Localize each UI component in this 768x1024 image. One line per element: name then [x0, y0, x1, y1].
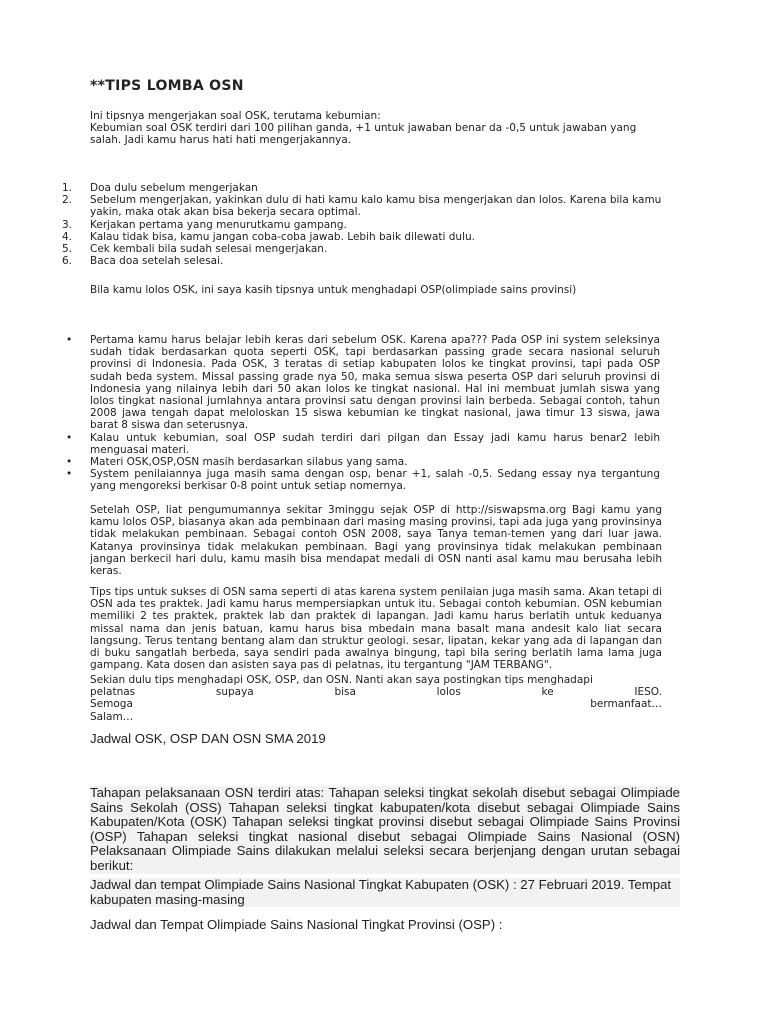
- tips-numbered-list: [62, 182, 662, 267]
- bullet-icon: •: [66, 456, 73, 469]
- closing-line: [90, 698, 662, 710]
- list-item: [62, 231, 662, 243]
- closing-word: bisa: [334, 686, 356, 699]
- list-item: [62, 468, 660, 492]
- list-item: [62, 334, 660, 432]
- list-text: Baca doa setelah selesai.: [90, 255, 224, 268]
- closing-word: pelatnas: [90, 686, 136, 699]
- list-text: System penilaiannya juga masih sama dengan osp, benar +1, salah -0,5. Sedang essay nya tergantung yang mengoreksi berkisar 0-8 point untuk setiap nomernya.: [90, 468, 660, 493]
- closing-line: Sekian dulu tips menghadapi OSK, OSP, dan OSN. Nanti akan saya postingkan tips menghadapi: [90, 674, 593, 686]
- list-text: Doa dulu sebelum mengerjakan: [90, 182, 258, 194]
- osp-schedule: Jadwal dan Tempat Olimpiade Sains Nasional Tingkat Provinsi (OSP) :: [90, 917, 503, 932]
- closing-line: Salam…: [90, 710, 134, 723]
- osp-bullet-list: [62, 334, 660, 493]
- list-number: 1.: [62, 182, 73, 194]
- closing-word: supaya: [215, 686, 254, 699]
- closing-word: lolos: [436, 686, 461, 699]
- list-item: [62, 219, 662, 231]
- list-number: 2.: [62, 194, 73, 207]
- intro-line: Ini tipsnya mengerjakan soal OSK, terutama kebumian:: [90, 110, 381, 122]
- list-number: 6.: [62, 255, 73, 268]
- osp-intro: Bila kamu lolos OSK, ini saya kasih tipsnya untuk menghadapi OSP(olimpiade sains provinsi): [90, 284, 577, 296]
- list-text: Kalau tidak bisa, kamu jangan coba-coba jawab. Lebih baik dilewati dulu.: [90, 230, 475, 243]
- closing-word: IESO.: [634, 686, 662, 699]
- bullet-icon: •: [66, 468, 73, 481]
- osk-schedule: Jadwal dan tempat Olimpiade Sains Nasional Tingkat Kabupaten (OSK) : 27 Februari 2019. Tempat kabupaten masing-masing: [90, 878, 680, 907]
- intro-paragraph: [90, 110, 660, 147]
- bullet-icon: •: [66, 431, 73, 444]
- list-text: Kerjakan pertama yang menurutkamu gampang.: [90, 218, 347, 231]
- list-item: [62, 194, 662, 218]
- list-item: [62, 182, 662, 194]
- closing-paragraph: [90, 674, 662, 723]
- section-paragraph: Tahapan pelaksanaan OSN terdiri atas: Tahapan seleksi tingkat sekolah disebut sebagai Olimpiade Sains Sekolah (OSS) Tahapan seleksi tingkat kabupaten/kota disebut sebagai Olimpiade Sains Kabupaten/Kota (OSK) Tahapan seleksi tingkat provinsi disebut sebagai Olimpiade Sains Provinsi (OSP) Tahapan seleksi tingkat nasional disebut sebagai Olimpiade Sains Nasional (OSN) Pelaksanaan Olimpiade Sains dilakukan melalui seleksi secara berjenjang dengan urutan sebagai berikut:: [90, 785, 680, 873]
- bullet-icon: •: [66, 334, 73, 346]
- page-title: **TIPS LOMBA OSN: [90, 78, 244, 94]
- list-number: 4.: [62, 230, 73, 243]
- closing-word: bermanfaat…: [590, 698, 662, 711]
- list-number: 5.: [62, 243, 73, 256]
- list-text: Kalau untuk kebumian, soal OSP sudah terdiri dari pilgan dan Essay jadi kamu harus benar2 lebih menguasai materi.: [90, 431, 660, 456]
- closing-line: [90, 686, 662, 698]
- intro-line: Kebumian soal OSK terdiri dari 100 pilihan ganda, +1 untuk jawaban benar da -0,5 untuk jawaban yang salah. Jadi kamu harus hati hati mengerjakannya.: [90, 122, 637, 147]
- list-number: 3.: [62, 218, 73, 231]
- list-text: Cek kembali bila sudah selesai mengerjakan.: [90, 243, 328, 256]
- list-item: [62, 432, 660, 456]
- closing-word: Semoga: [90, 698, 133, 711]
- list-item: [62, 255, 662, 267]
- tips-osn-paragraph: Tips tips untuk sukses di OSN sama seperti di atas karena system penilaian juga masih sama. Akan tetapi di OSN ada tes praktek. Jadi kamu harus mempersiapkan untuk itu. Sebagai contoh kebumian. OSN kebumian memiliki 2 tes praktek, praktek lab dan praktek di lapangan. Jadi kamu harus berlatih untuk keduanya missal nama dan jenis batuan, kamu harus bisa mbedain mana basalt mana andesit kalo liat secara langsung. Terus tentang bentang alam dan struktur geologi. sesar, lipatan, kekar yang ada di lapangan dan di buku sangatlah berbeda, saya sendiri pada awalnya bingung, tapi bila sering berlatih lama lama juga gampang. Kata dosen dan asisten saya pas di pelatnas, itu tergantung "JAM TERBANG".: [90, 586, 662, 672]
- list-item: [62, 456, 660, 468]
- closing-word: ke: [541, 686, 554, 699]
- list-text: Sebelum mengerjakan, yakinkan dulu di hati kamu kalo kamu bisa mengerjakan dan lolos. Karena bila kamu yakin, maka otak akan bisa bekerja secara optimal.: [90, 194, 662, 219]
- section-heading: Jadwal OSK, OSP DAN OSN SMA 2019: [90, 731, 326, 746]
- list-text: Pertama kamu harus belajar lebih keras dari sebelum OSK. Karena apa??? Pada OSP ini system seleksinya sudah tidak berdasarkan quota seperti OSK, tapi berdasarkan passing grade secara nasional seluruh provinsi di Indonesia. Pada OSK, 3 teratas di setiap kabupaten lolos ke tingkat provinsi, tapi pada OSP sudah beda system. Missal passing grade nya 50, maka semua siswa peserta OSP dari seluruh provinsi di Indonesia yang nilainya lebih dari 50 akan lolos ke tingkat nasional. Hal ini membuat jumlah siswa yang lolos tingkat nasional jumlahnya antara provinsi satu dengan provinsi lain berbeda. Sebagai contoh, tahun 2008 jawa tengah dapat meloloskan 15 siswa kebumian ke tingkat nasional, jawa timur 13 siswa, jawa barat 8 siswa dan seterusnya.: [90, 334, 660, 432]
- list-item: [62, 243, 662, 255]
- list-text: Materi OSK,OSP,OSN masih berdasarkan silabus yang sama.: [90, 456, 408, 469]
- osn-paragraph: Setelah OSP, liat pengumumannya sekitar 3minggu sejak OSP di http://siswapsma.org Bagi kamu yang kamu lolos OSP, biasanya akan ada pembinaan dari masing masing provinsi, tapi ada juga yang provinsinya tidak melakukan pembinaan. Sebagai contoh OSN 2008, saya Tanya teman-temen yang dari luar jawa. Katanya provinsinya tidak melakukan pembinaan. Bagi yang provinsinya tidak melakukan pembinaan jangan berkecil hari dulu, kamu masih bisa mendapat medali di OSN nanti asal kamu mau berusaha lebih keras.: [90, 504, 662, 578]
